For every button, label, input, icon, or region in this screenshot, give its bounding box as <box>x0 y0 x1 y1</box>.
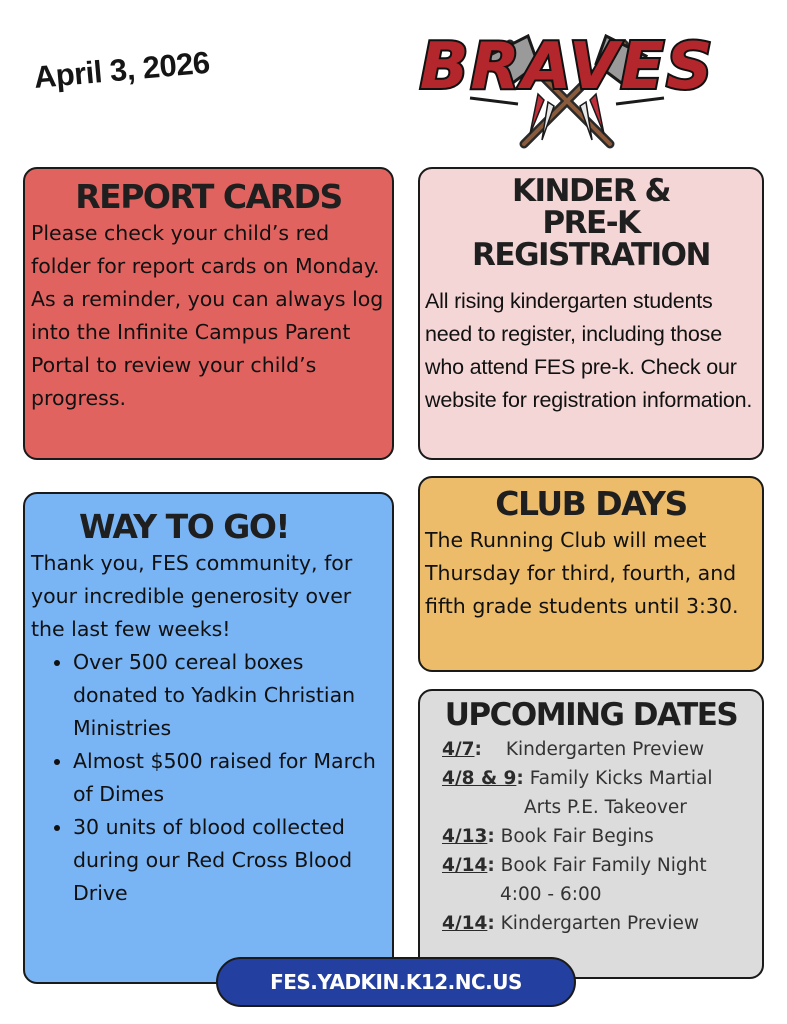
event-title-continued: 4:00 - 6:00 <box>500 884 602 905</box>
event-title-continued: Arts P.E. Takeover <box>524 797 687 818</box>
event-date: 4/8 & 9 <box>442 768 517 789</box>
kinder-heading-line-1: KINDER & <box>511 173 671 209</box>
report-cards-heading: REPORT CARDS <box>75 177 342 216</box>
event-title: Kindergarten Preview <box>500 913 700 934</box>
event-row: 4/7: Kindergarten Preview <box>442 739 705 760</box>
report-cards-body: Please check your child’s red folder for report cards on Monday. As a reminder, you can always log into the Infinite Campus Parent Portal to review your child’s progress. <box>31 221 384 410</box>
list-item: • Almost $500 raised for March of Dimes <box>73 745 392 811</box>
event-date: 4/14 <box>442 855 488 876</box>
club-days-body: The Running Club will meet Thursday for third, fourth, and fifth grade students until 3:30. <box>425 528 739 618</box>
logo-wordmark: BRAVES <box>419 30 715 104</box>
way-to-go-list <box>25 646 392 910</box>
event-date: 4/14 <box>442 913 488 934</box>
website-link[interactable]: FES.YADKIN.K12.NC.US <box>216 957 576 1007</box>
club-days-heading: CLUB DAYS <box>495 484 687 523</box>
upcoming-dates-panel <box>418 689 764 979</box>
way-to-go-panel <box>23 492 394 984</box>
event-date: 4/7 <box>442 739 475 760</box>
kinder-heading-line-3: REGISTRATION <box>472 237 710 273</box>
way-to-go-heading: WAY TO GO! <box>79 507 289 546</box>
crossed-tomahawks-icon <box>388 16 746 156</box>
event-title: Kindergarten Preview <box>505 739 705 760</box>
event-title: Book Fair Family Night <box>500 855 707 876</box>
braves-logo <box>388 16 746 156</box>
way-to-go-intro: Thank you, FES community, for your incredible generosity over the last few weeks! <box>31 551 353 641</box>
report-cards-panel <box>23 167 394 460</box>
event-row: 4/14: Book Fair Family Night 4:00 - 6:00 <box>420 851 762 909</box>
club-days-panel <box>418 476 764 672</box>
list-item: • 30 units of blood collected during our Red Cross Blood Drive <box>73 811 392 910</box>
event-title: Family Kicks Martial <box>529 768 713 789</box>
kinder-heading <box>420 175 762 271</box>
list-item: • Over 500 cereal boxes donated to Yadkin Christian Ministries <box>73 646 392 745</box>
kinder-body: All rising kindergarten students need to register, including those who attend FES pre-k. Check our website for registration information. <box>425 289 753 412</box>
event-date: 4/13 <box>442 826 488 847</box>
kinder-heading-line-2: PRE-K <box>542 205 640 241</box>
event-row: 4/13: Book Fair Begins <box>442 826 654 847</box>
newsletter-date: April 3, 2026 <box>32 44 211 95</box>
event-row: 4/14: Kindergarten Preview <box>442 913 700 934</box>
event-row: 4/8 & 9: Family Kicks Martial Arts P.E. Takeover <box>420 764 762 822</box>
kinder-registration-panel <box>418 167 764 460</box>
event-title: Book Fair Begins <box>500 826 654 847</box>
upcoming-dates-heading: UPCOMING DATES <box>444 697 738 733</box>
